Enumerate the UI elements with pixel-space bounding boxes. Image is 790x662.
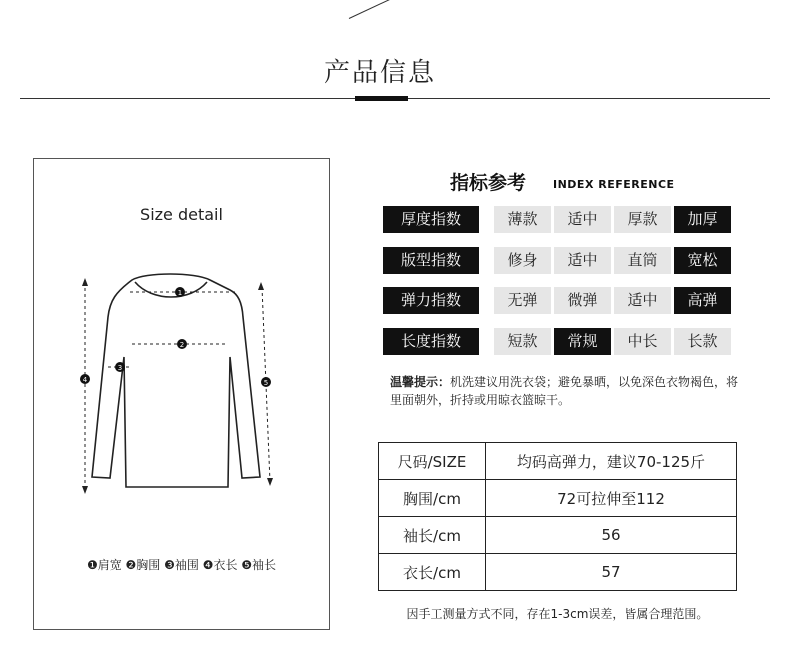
header-accent-bar (355, 96, 408, 101)
marker-2 (177, 339, 187, 349)
index-option-selected: 常规 (554, 328, 611, 355)
index-option: 适中 (614, 287, 671, 314)
arrow-icon (267, 478, 273, 486)
size-table (378, 442, 737, 591)
care-tip-label: 温馨提示： (390, 375, 451, 389)
index-option-selected: 宽松 (674, 247, 731, 274)
svg-text:5: 5 (263, 379, 269, 387)
index-row-label: 厚度指数 (383, 206, 479, 233)
index-option: 修身 (494, 247, 551, 274)
index-option: 薄款 (494, 206, 551, 233)
care-tip-text: 机洗建议用洗衣袋；避免暴晒，以免深色衣物褐色，将里面朝外，折持或用晾衣篮晾干。 (390, 375, 739, 407)
shirt-outline (92, 274, 260, 487)
index-option: 直筒 (614, 247, 671, 274)
index-reference-subtitle: INDEX REFERENCE (553, 178, 675, 191)
index-option: 长款 (674, 328, 731, 355)
index-row-label: 弹力指数 (383, 287, 479, 314)
index-row-label: 长度指数 (383, 328, 479, 355)
table-key: 尺码/SIZE (379, 443, 486, 480)
shirt-neckline (135, 282, 207, 297)
svg-text:3: 3 (117, 364, 123, 372)
arrow-icon (82, 486, 88, 494)
index-option: 中长 (614, 328, 671, 355)
table-row (379, 480, 737, 517)
svg-text:1: 1 (177, 289, 183, 297)
index-option: 适中 (554, 206, 611, 233)
index-option-selected: 加厚 (674, 206, 731, 233)
marker-4 (80, 374, 90, 384)
table-key: 袖长/cm (379, 517, 486, 554)
page-title: 产品信息 (323, 58, 436, 88)
arrow-icon (82, 278, 88, 286)
size-detail-title: Size detail (140, 205, 223, 224)
index-option: 厚款 (614, 206, 671, 233)
table-key: 胸围/cm (379, 480, 486, 517)
care-tip (390, 373, 745, 409)
measurement-legend: ❶肩宽 ❷胸围 ❸袖围 ❹衣长 ❺袖长 (86, 558, 277, 572)
header-decor-slash (349, 0, 409, 19)
index-reference-title: 指标参考 (450, 172, 527, 194)
svg-text:4: 4 (82, 376, 88, 384)
shirt-diagram (60, 262, 280, 502)
index-option-selected: 高弹 (674, 287, 731, 314)
index-option: 短款 (494, 328, 551, 355)
index-option: 无弹 (494, 287, 551, 314)
marker-3 (115, 362, 125, 372)
table-row (379, 517, 737, 554)
table-value: 56 (486, 517, 737, 554)
marker-5 (261, 377, 271, 387)
table-key: 衣长/cm (379, 554, 486, 591)
table-value: 均码高弹力，建议70-125斤 (486, 443, 737, 480)
index-option: 微弹 (554, 287, 611, 314)
table-row (379, 554, 737, 591)
arrow-icon (258, 282, 264, 290)
index-row-label: 版型指数 (383, 247, 479, 274)
marker-1 (175, 287, 185, 297)
table-row (379, 443, 737, 480)
table-value: 57 (486, 554, 737, 591)
table-value: 72可拉伸至112 (486, 480, 737, 517)
svg-text:2: 2 (179, 341, 185, 349)
index-option: 适中 (554, 247, 611, 274)
measurement-note: 因手工测量方式不同，存在1-3cm误差，皆属合理范围。 (406, 607, 709, 621)
